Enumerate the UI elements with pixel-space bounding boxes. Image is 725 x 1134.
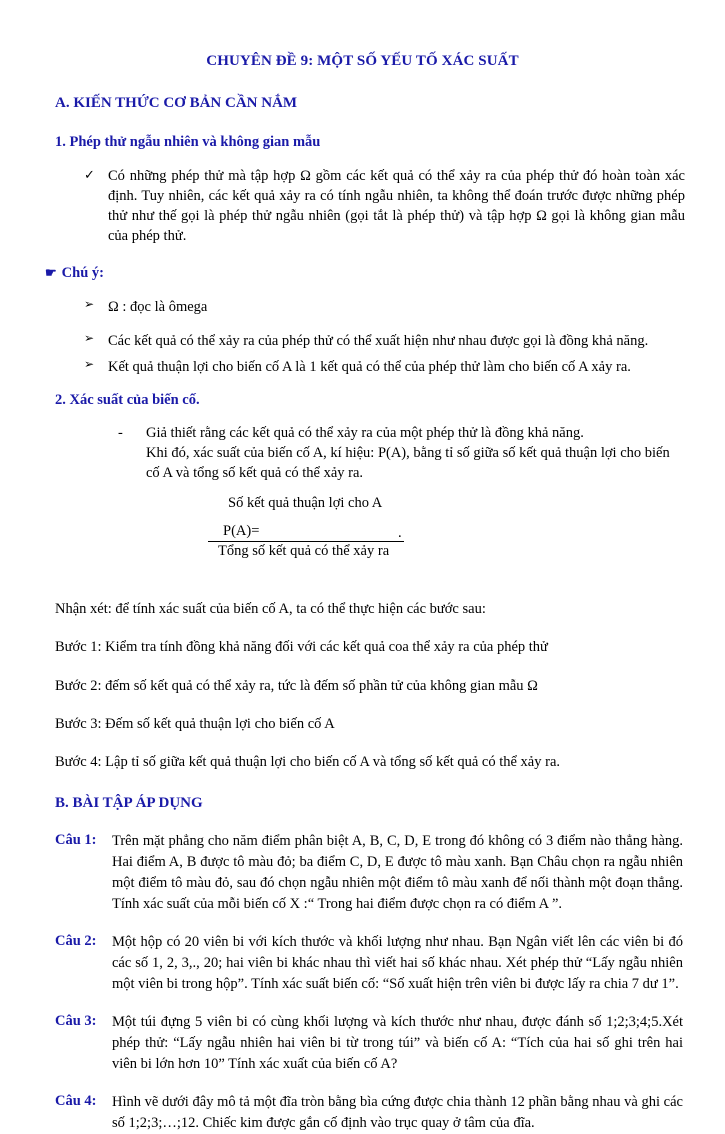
- dash-bullet-icon: -: [118, 424, 123, 441]
- note-item: [84, 357, 685, 377]
- remarks-step: Bước 3: Đếm số kết quả thuận lợi cho biến cố A: [55, 715, 335, 732]
- remarks-intro: Nhận xét: để tính xác suất của biến cố A, ta có thể thực hiện các bước sau:: [55, 601, 486, 618]
- part2-line: Khi đó, xác suất của biến cố A, kí hiệu: P(A), bằng tỉ số giữa số kết quả thuận lợi cho biến: [146, 445, 670, 462]
- part1-bullet-text: Có những phép thử mà tập hợp Ω gồm các kết quả có thể xảy ra của phép thử đó hoàn toàn xác định. Tuy nhiên, các kết quả xảy ra có tính ngẫu nhiên, ta không thể đoán trước được những phép thử như thế gọi là phép thử ngẫu nhiên (gọi tắt là phép thử) và tập hợp Ω gọi là không gian mẫu của phép thử.: [108, 167, 685, 244]
- probability-formula: [0, 494, 725, 564]
- document-title: CHUYÊN ĐỀ 9: MỘT SỐ YẾU TỐ XÁC SUẤT: [206, 53, 519, 69]
- note-heading: [45, 264, 725, 283]
- arrow-bullet-icon: ➢: [84, 356, 95, 371]
- formula-lhs: P(A)=: [223, 523, 260, 540]
- note-heading-label: Chú ý:: [61, 264, 104, 281]
- part1-bullet: [84, 166, 685, 246]
- document-page: [0, 52, 725, 1131]
- note-item-text: Ω : đọc là ômega: [108, 298, 208, 315]
- note-item: [84, 297, 685, 317]
- arrow-bullet-icon: ➢: [84, 296, 95, 311]
- section-b-heading: B. BÀI TẬP ÁP DỤNG: [55, 794, 203, 811]
- exercise-label: Câu 2:: [55, 932, 97, 949]
- exercise-text: Một hộp có 20 viên bi với kích thước và khối lượng như nhau. Bạn Ngân viết lên các viên bi đó các số 1, 2, 3,., 20; hai viên bi khác nhau thì viết hai số khác nhau. Xét phép thử “Lấy ngẫu nhiên một viên bi trong hộp”. Tính xác suất biến cố: “Số xuất hiện trên viên bi được lấy ra chia 7 dư 1”.: [112, 933, 683, 992]
- exercise-label: Câu 3:: [55, 1012, 97, 1029]
- formula-trailing-dot: .: [398, 525, 402, 542]
- section-a-heading: A. KIẾN THỨC CƠ BẢN CẦN NẮM: [55, 94, 298, 111]
- part2-line: Giả thiết rằng các kết quả có thể xảy ra của một phép thử là đồng khả năng.: [146, 424, 584, 441]
- part2-dash-block: [118, 424, 685, 484]
- exercise-row: [55, 932, 683, 995]
- exercise-label: Câu 1:: [55, 831, 97, 848]
- formula-numerator: Số kết quả thuận lợi cho A: [228, 495, 383, 512]
- note-item-text: Các kết quả có thể xảy ra của phép thử có thể xuất hiện như nhau được gọi là đồng khả năng.: [108, 332, 649, 349]
- remarks-step: Bước 1: Kiểm tra tính đồng khả năng đối với các kết quả coa thể xảy ra của phép thử: [55, 639, 548, 656]
- exercise-text: Trên mặt phẳng cho năm điểm phân biệt A, B, C, D, E trong đó không có 3 điểm nào thẳng hàng. Hai điểm A, B được tô màu đỏ; ba điểm C, D, E được tô màu xanh. Bạn Châu chọn ra ngẫu nhiên một điểm tô màu đỏ, sau đó chọn ngẫu nhiên một điểm tô màu xanh để nối thành một đoạn thẳng. Tính xác suất của mỗi biến cố X :“ Trong hai điểm được chọn ra có điểm A ”.: [112, 832, 683, 912]
- remarks-step: Bước 2: đếm số kết quả có thể xảy ra, tức là đếm số phần tử của không gian mẫu Ω: [55, 677, 538, 694]
- exercise-text: Một túi đựng 5 viên bi có cùng khối lượng và kích thước như nhau, được đánh số 1;2;3;4;5.Xét phép thử: “Lấy ngẫu nhiên hai viên bi từ trong túi” và biến cố A: “Tích của hai số ghi trên hai viên bi lớn hơn 10” Tính xác xuất của biến cố A?: [112, 1013, 683, 1072]
- note-item: [84, 331, 685, 351]
- pointing-hand-icon: ☛: [45, 264, 57, 280]
- arrow-bullet-icon: ➢: [84, 330, 95, 345]
- part2-heading: 2. Xác suất của biến cố.: [55, 391, 200, 408]
- formula-denominator: Tổng số kết quả có thể xảy ra: [218, 543, 390, 560]
- exercise-text: Hình vẽ dưới đây mô tả một đĩa tròn bằng bìa cứng được chia thành 12 phần bằng nhau và ghi các số 1;2;3;…;12. Chiếc kim được gắn cố định vào trục quay ở tâm của đĩa.: [112, 1093, 683, 1131]
- part2-lines: [146, 424, 685, 484]
- exercise-row: [55, 1092, 683, 1134]
- exercise-row: [55, 1012, 683, 1075]
- part1-heading: 1. Phép thử ngẫu nhiên và không gian mẫu: [55, 133, 321, 150]
- part2-line: cố A và tổng số kết quả có thể xảy ra.: [146, 465, 364, 482]
- exercise-row: [55, 831, 683, 915]
- note-item-text: Kết quả thuận lợi cho biến cố A là 1 kết quả có thể của phép thử làm cho biến cố A xảy ra.: [108, 358, 631, 375]
- check-icon: ✓: [84, 166, 95, 182]
- remarks-step: Bước 4: Lập tỉ số giữa kết quả thuận lợi cho biến cố A và tổng số kết quả có thể xảy ra.: [55, 753, 561, 770]
- exercise-label: Câu 4:: [55, 1092, 97, 1109]
